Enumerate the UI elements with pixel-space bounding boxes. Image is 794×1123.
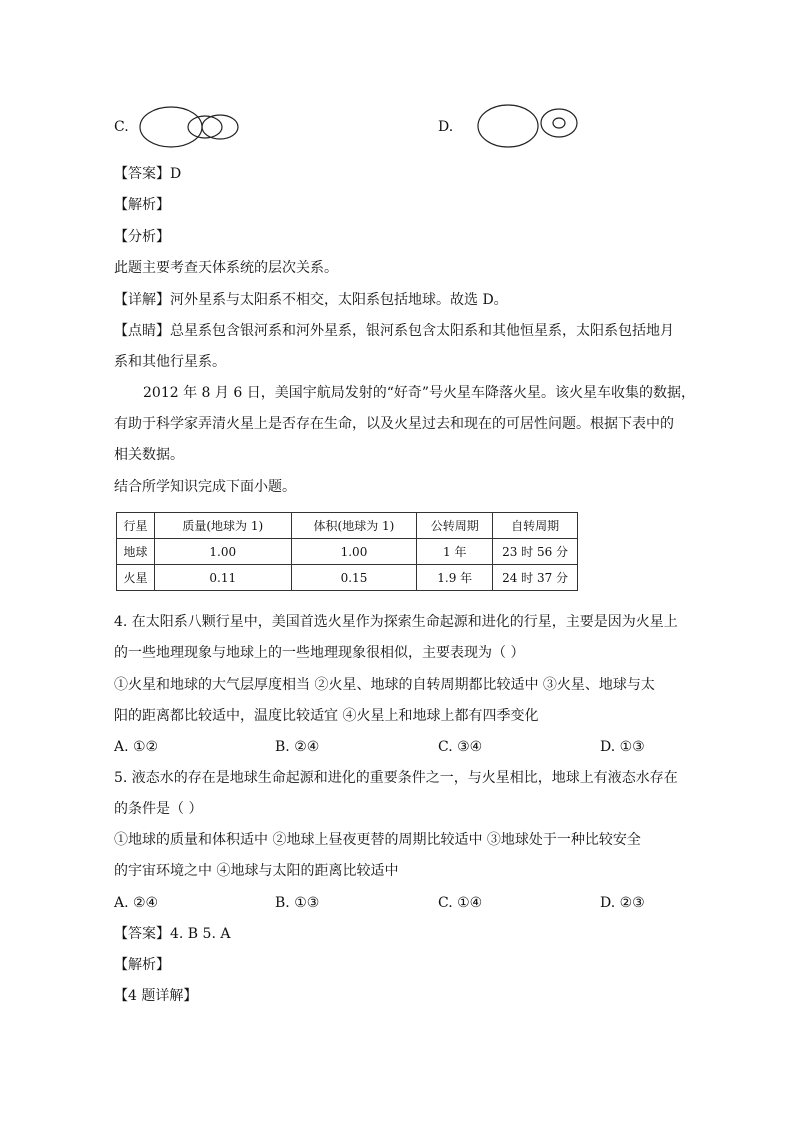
passage-line-2: 有助于科学家弄清火星上是否存在生命，以及火星过去和现在的可居性问题。根据下表中的	[114, 416, 674, 432]
table-header-cell: 行星	[117, 513, 155, 539]
fenxi-text: 此题主要考查天体系统的层次关系。	[114, 260, 338, 276]
table-header-cell: 体积(地球为 1)	[291, 513, 417, 539]
passage-line-3: 相关数据。	[114, 447, 184, 463]
q5-option-d[interactable]: D. ②③	[600, 895, 645, 911]
table-header-cell: 自转周期	[493, 513, 578, 539]
planet-data-table	[116, 512, 578, 591]
table-header-cell: 质量(地球为 1)	[154, 513, 291, 539]
table-cell: 1.9 年	[417, 565, 493, 591]
table-header-cell: 公转周期	[417, 513, 493, 539]
passage-line-4: 结合所学知识完成下面小题。	[114, 479, 296, 495]
option-c-diagram	[138, 104, 242, 150]
q5-line-4: 的宇宙环境之中 ④地球与太阳的距离比较适中	[114, 863, 399, 879]
large-circle	[140, 107, 202, 147]
table-cell: 1.00	[154, 539, 291, 565]
analysis-1: 【解析】	[114, 197, 170, 213]
table-cell: 0.15	[291, 565, 417, 591]
passage-line-1: 2012 年 8 月 6 日，美国宇航局发射的“好奇”号火星车降落火星。该火星车收集的数据，	[143, 385, 696, 401]
table-cell: 24 时 37 分	[493, 565, 578, 591]
small-circle	[188, 116, 222, 138]
table-cell: 1 年	[417, 539, 493, 565]
option-d-label: D.	[438, 119, 454, 135]
table-header-row	[117, 513, 578, 539]
medium-circle	[202, 115, 238, 139]
large-circle	[478, 105, 538, 147]
table-row	[117, 565, 578, 591]
analysis-2: 【解析】	[114, 957, 170, 973]
q4-line-4: 阳的距离都比较适中，温度比较适宜 ④火星上和地球上都有四季变化	[114, 708, 539, 724]
table-cell: 1.00	[291, 539, 417, 565]
table-cell: 23 时 56 分	[493, 539, 578, 565]
q5-option-c[interactable]: C. ①④	[438, 895, 483, 911]
q5-line-1: 5. 液态水的存在是地球生命起源和进化的重要条件之一，与火星相比，地球上有液态水存在	[114, 770, 678, 786]
q4-detail-heading: 【4 题详解】	[114, 988, 198, 1004]
table-cell: 火星	[117, 565, 155, 591]
answer-1: 【答案】D	[114, 166, 182, 182]
table-row	[117, 539, 578, 565]
table-cell: 0.11	[154, 565, 291, 591]
q4-option-d[interactable]: D. ①③	[600, 739, 645, 755]
outer-circle	[541, 109, 577, 137]
option-c-label: C.	[114, 119, 129, 135]
fenxi-heading: 【分析】	[114, 229, 170, 245]
inner-circle	[553, 118, 565, 128]
option-d-diagram	[474, 102, 586, 150]
q4-line-2: 的一些地理现象与地球上的一些地理现象很相似，主要表现为（ ）	[114, 645, 525, 661]
q4-line-3: ①火星和地球的大气层厚度相当 ②火星、地球的自转周期都比较适中 ③火星、地球与太	[114, 677, 655, 693]
point-line-2: 系和其他行星系。	[114, 354, 226, 370]
q4-line-1: 4. 在太阳系八颗行星中，美国首选火星作为探索生命起源和进化的行星，主要是因为火星上	[114, 614, 678, 630]
answer-2: 【答案】4. B 5. A	[114, 926, 231, 942]
q4-option-c[interactable]: C. ③④	[438, 739, 483, 755]
point-line-1: 【点睛】总星系包含银河系和河外星系，银河系包含太阳系和其他恒星系，太阳系包括地月	[114, 323, 674, 339]
q5-option-b[interactable]: B. ①③	[275, 895, 320, 911]
q4-option-a[interactable]: A. ①②	[114, 739, 159, 755]
q5-line-2: 的条件是（ ）	[114, 801, 203, 817]
table-cell: 地球	[117, 539, 155, 565]
detail-text: 【详解】河外星系与太阳系不相交，太阳系包括地球。故选 D。	[114, 292, 508, 308]
q5-option-a[interactable]: A. ②④	[114, 895, 159, 911]
q5-line-3: ①地球的质量和体积适中 ②地球上昼夜更替的周期比较适中 ③地球处于一种比较安全	[114, 832, 641, 848]
q4-option-b[interactable]: B. ②④	[275, 739, 320, 755]
